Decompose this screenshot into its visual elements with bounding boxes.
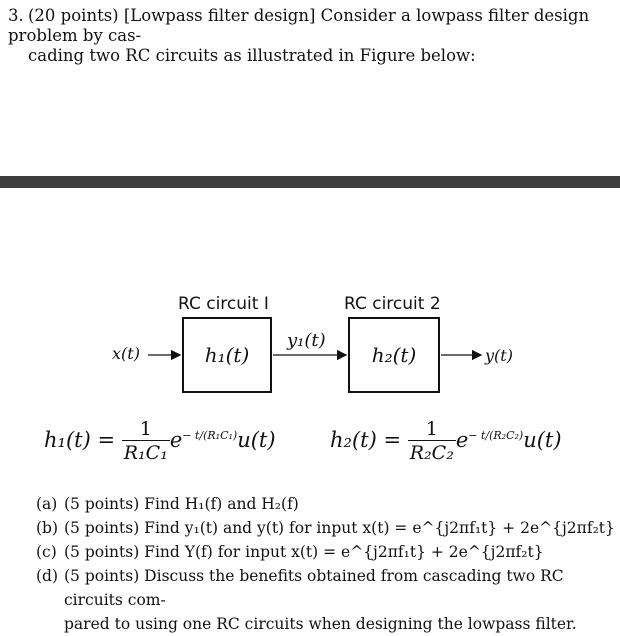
problem-statement	[8, 6, 613, 66]
part-label: (c)	[36, 543, 57, 561]
part-text: (5 points) Find Y(f) for input x(t) = e^{j2πf₁t} + 2e^{j2πf₂t}	[64, 543, 544, 561]
middle-signal-label: y₁(t)	[287, 330, 326, 351]
h2-exp-base: e	[455, 428, 469, 452]
h1-tail: u(t)	[237, 428, 276, 452]
block-diagram	[0, 190, 620, 480]
h1-exponent: − t/(R₁C₁)	[182, 429, 238, 442]
part-label	[36, 612, 64, 636]
input-signal-label: x(t)	[112, 344, 140, 363]
h1-lhs: h₁(t) =	[44, 428, 116, 452]
problem-number: 3.	[8, 6, 24, 25]
problem-line-1	[8, 6, 613, 46]
part-a	[36, 492, 616, 516]
sub-questions	[36, 492, 616, 636]
box2-content: h₂(t)	[371, 343, 417, 367]
part-label: (a)	[36, 495, 58, 513]
part-text: (5 points) Find H₁(f) and H₂(f)	[64, 495, 299, 513]
part-c	[36, 540, 616, 564]
h2-exponent: − t/(R₂C₂)	[468, 429, 524, 442]
problem-text-1: (20 points) [Lowpass filter design] Consider a lowpass filter design problem by cas-	[8, 6, 590, 45]
h1-formula	[44, 418, 276, 465]
part-text: (5 points) Find y₁(t) and y(t) for input x(t) = e^{j2πf₁t} + 2e^{j2πf₂t}	[64, 519, 615, 537]
h1-fraction	[122, 418, 170, 465]
h1-denominator: R₁C₁	[123, 442, 168, 464]
part-text: (5 points) Discuss the benefits obtained from cascading two RC circuits com-	[64, 567, 564, 609]
h2-lhs: h₂(t) =	[330, 428, 402, 452]
h1-numerator: 1	[139, 418, 152, 440]
divider-bar	[0, 176, 620, 188]
output-signal-label: y(t)	[485, 346, 513, 365]
h2-denominator: R₂C₂	[409, 442, 454, 464]
h2-numerator: 1	[425, 418, 438, 440]
box1-content: h₁(t)	[204, 343, 250, 367]
box1-title: RC circuit I	[178, 294, 269, 314]
problem-line-2: cading two RC circuits as illustrated in Figure below:	[28, 46, 476, 65]
part-label: (b)	[36, 519, 59, 537]
h2-tail: u(t)	[523, 428, 562, 452]
part-d-continued	[36, 612, 616, 636]
h1-exp-base: e	[169, 428, 183, 452]
part-b	[36, 516, 616, 540]
part-label: (d)	[36, 567, 59, 585]
part-text: pared to using one RC circuits when designing the lowpass filter.	[64, 615, 577, 633]
part-d	[36, 564, 616, 612]
h2-formula	[330, 418, 562, 465]
h2-fraction	[408, 418, 456, 465]
box2-title: RC circuit 2	[344, 294, 441, 314]
